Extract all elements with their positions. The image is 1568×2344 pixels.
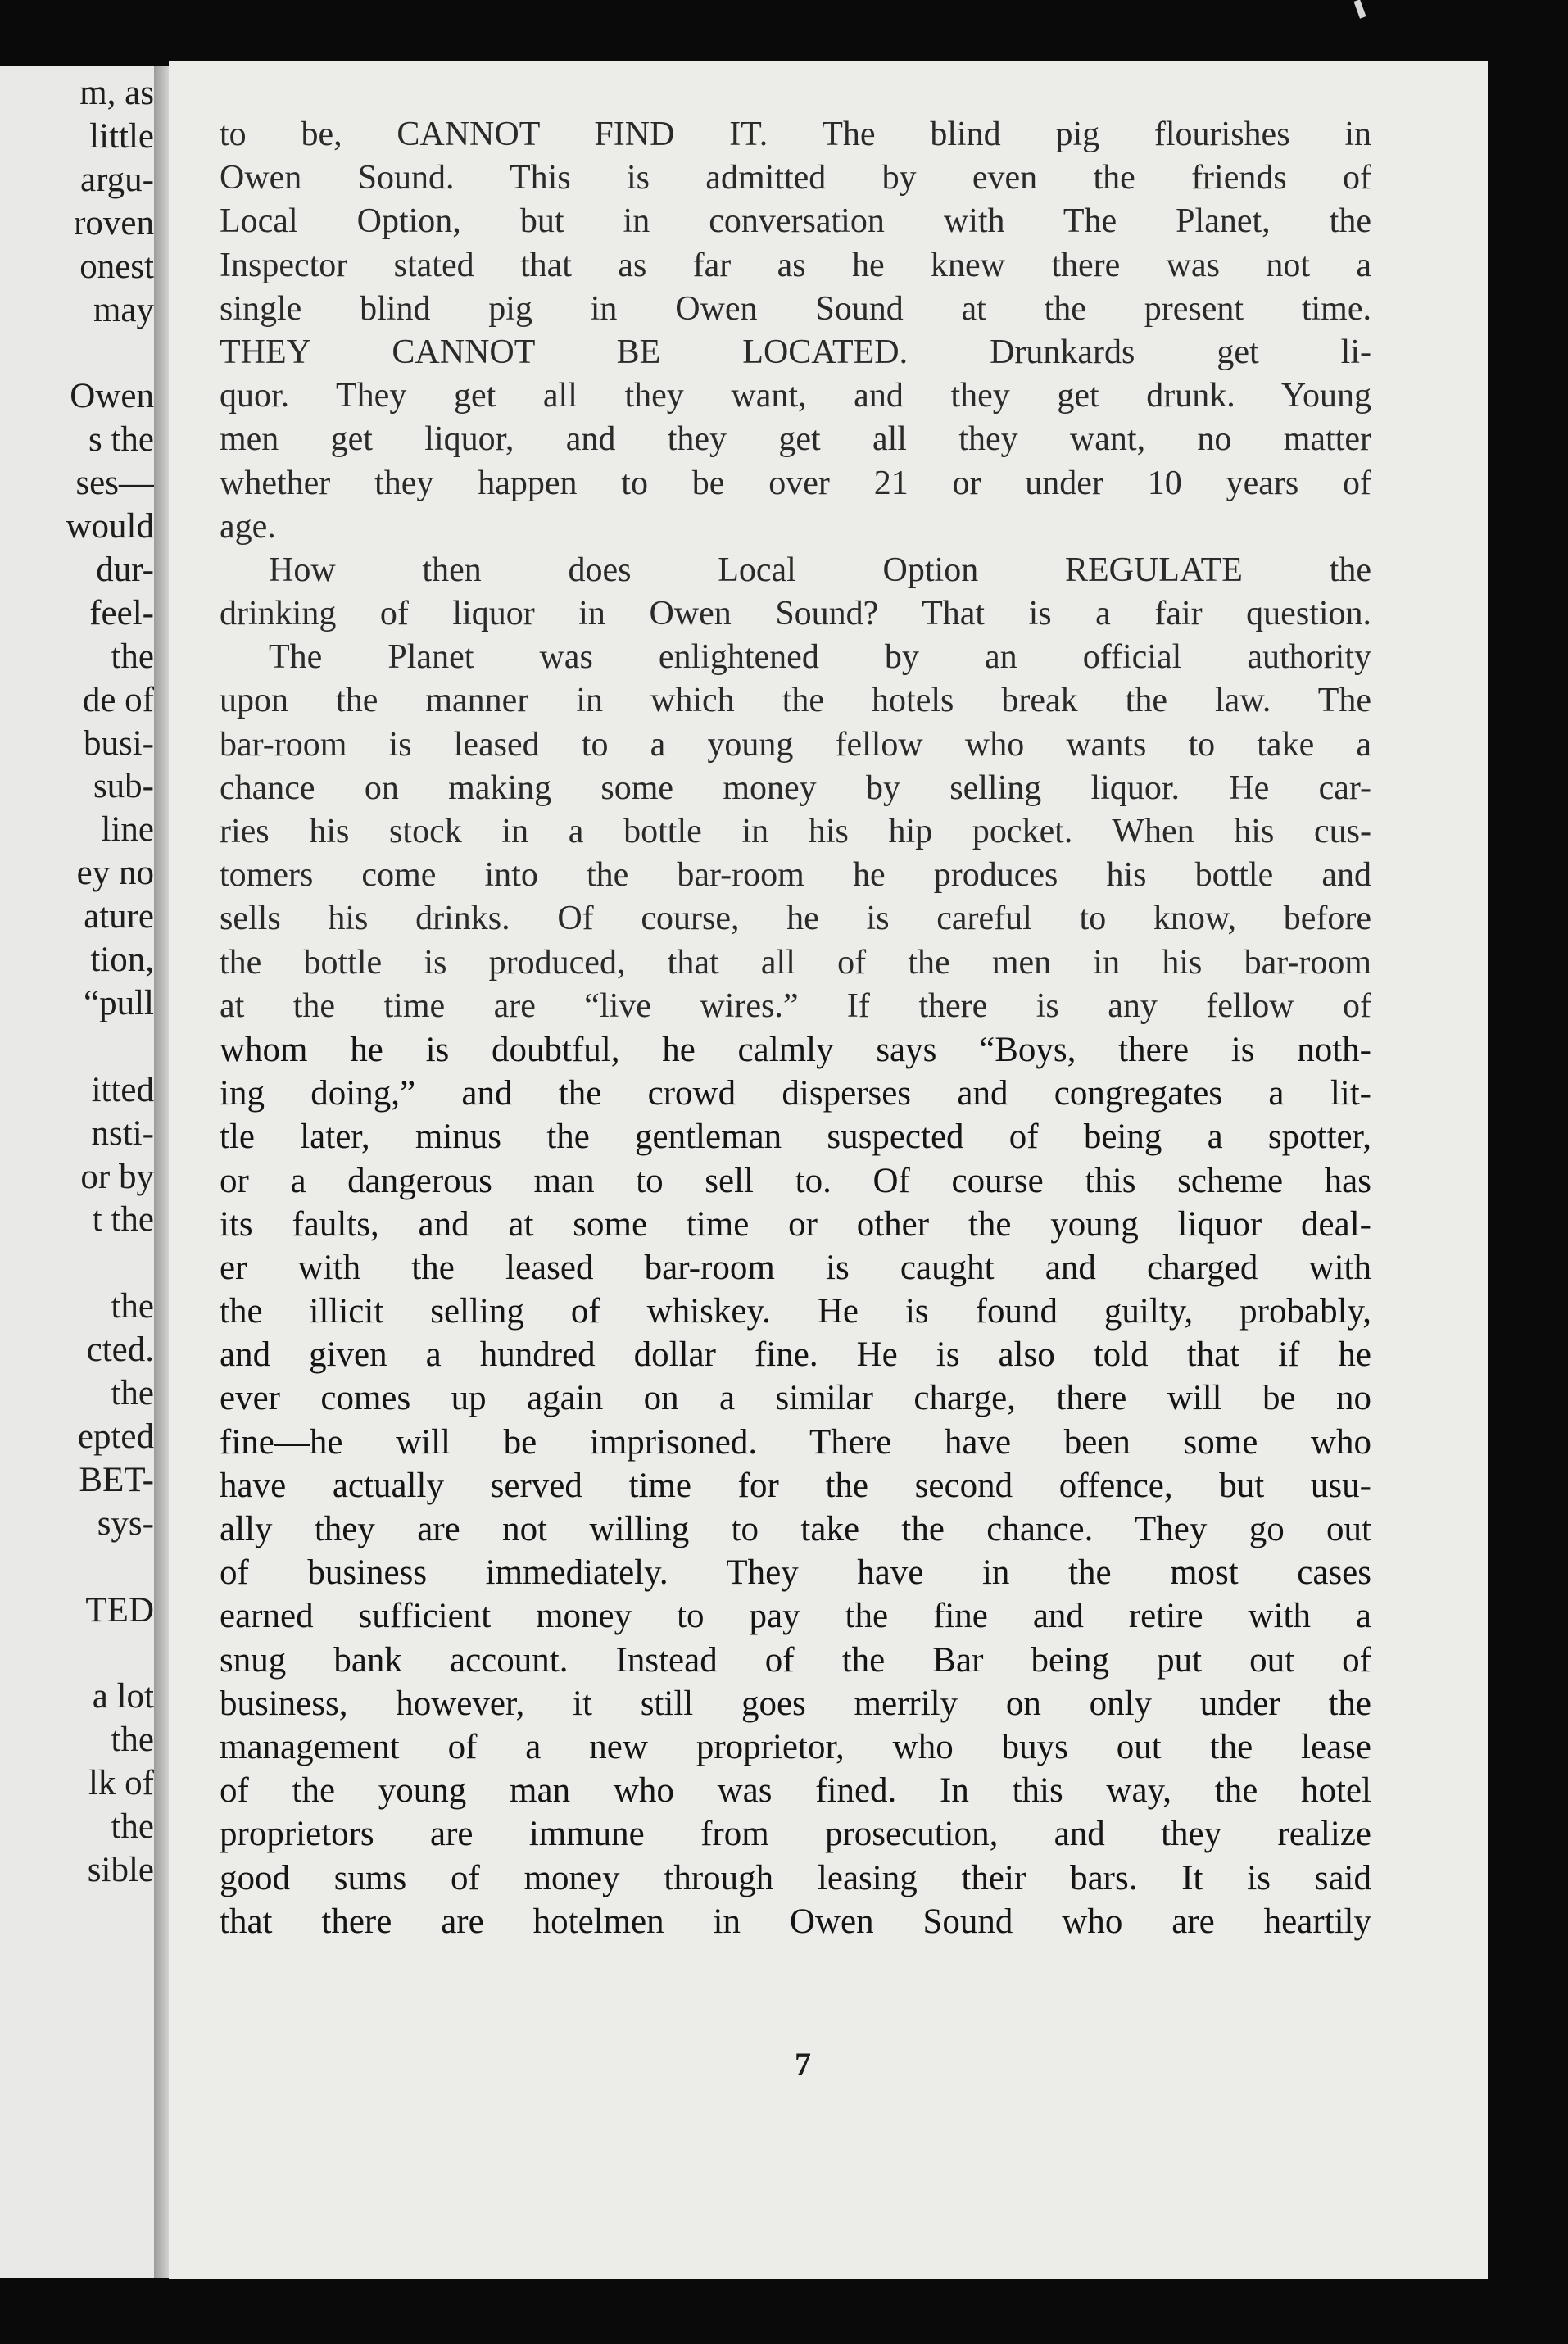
left-page-line: sys- (97, 1503, 154, 1543)
left-page-line: nsti- (91, 1113, 154, 1153)
body-text-line: and given a hundred dollar fine. He is also told that if he (220, 1335, 1371, 1375)
body-text-line: business, however, it still goes merrily on only under the (220, 1684, 1371, 1723)
left-page-line: dur- (96, 550, 154, 589)
body-text-line: Inspector stated that as far as he knew there was not a (220, 246, 1371, 284)
body-text-line: to be, CANNOT FIND IT. The blind pig flourishes in (220, 116, 1371, 153)
body-text-line: ever comes up again on a similar charge, there will be no (220, 1379, 1371, 1418)
body-text-line: of the young man who was fined. In this way, the hotel (220, 1771, 1371, 1811)
left-page-line: Owen (70, 377, 154, 416)
body-text-line: its faults, and at some time or other the young liquor deal- (220, 1204, 1371, 1244)
body-text-line: the illicit selling of whiskey. He is found guilty, probably, (220, 1292, 1371, 1331)
left-page-line: roven (74, 203, 154, 243)
left-page-line: argu- (80, 160, 154, 199)
body-text-line: ally they are not willing to take the chance. They go out (220, 1510, 1371, 1548)
left-page-line: lk of (88, 1764, 154, 1803)
body-text-line: fine—he will be imprisoned. There have been some who (220, 1422, 1371, 1462)
left-page-line: the (111, 1374, 154, 1412)
body-text-line: whom he is doubtful, he calmly says “Boys, there is noth- (220, 1030, 1371, 1069)
body-text-line: The Planet was enlightened by an official authority (269, 638, 1371, 677)
page-number: 7 (795, 2046, 811, 2083)
left-page-line: ature (84, 897, 154, 936)
body-text-line: upon the manner in which the hotels break the law. The (220, 682, 1371, 720)
body-text-line: at the time are “live wires.” If there is any fellow of (220, 986, 1371, 1025)
body-text-line: the bottle is produced, that all of the men in his bar-room (220, 943, 1371, 982)
body-text-line: good sums of money through leasing their bars. It is said (220, 1858, 1371, 1897)
left-page-line: sible (87, 1850, 154, 1889)
left-page-line: little (89, 116, 154, 156)
body-text-line: ries his stock in a bottle in his hip pocket. When his cus- (220, 813, 1371, 850)
left-page-line: a lot (92, 1677, 154, 1716)
body-text-line: have actually served time for the second offence, but usu- (220, 1466, 1371, 1505)
body-text-line: whether they happen to be over 21 or under 10 years of (220, 464, 1371, 502)
left-page-line: epted (77, 1417, 154, 1456)
left-page-line: may (93, 290, 154, 329)
left-page-fragment (0, 66, 154, 2278)
left-page-line: busi- (84, 723, 154, 763)
body-text-line: How then does Local Option REGULATE the (269, 551, 1371, 589)
left-page-line: line (101, 810, 154, 850)
left-page-line: sub- (93, 767, 154, 806)
left-page-line: would (66, 507, 154, 546)
left-page-line: the (111, 1807, 154, 1846)
body-text-line: tomers come into the bar-room he produces his bottle and (220, 856, 1371, 895)
body-text (220, 113, 1371, 1943)
body-text-line: Owen Sound. This is admitted by even the friends of (220, 159, 1371, 197)
body-text-line: THEY CANNOT BE LOCATED. Drunkards get li- (220, 333, 1371, 371)
body-text-line: snug bank account. Instead of the Bar being put out of (220, 1640, 1371, 1680)
left-page-line: TED (85, 1590, 154, 1630)
body-text-line: sells his drinks. Of course, he is careful to know, before (220, 900, 1371, 938)
left-page-line: the (111, 1721, 154, 1760)
left-page-line: s the (88, 420, 154, 460)
left-page-line: tion, (90, 941, 154, 979)
left-page-line: the (111, 1287, 154, 1326)
body-text-line: or a dangerous man to sell to. Of course this scheme has (220, 1161, 1371, 1200)
body-text-line: bar-room is leased to a young fellow who wants to take a (220, 725, 1371, 764)
body-text-line: drinking of liquor in Owen Sound? That is a fair question. (220, 595, 1371, 633)
body-text-line: that there are hotelmen in Owen Sound who are heartily (220, 1902, 1371, 1941)
left-page-line: de of (82, 680, 154, 719)
left-page-line: cted. (86, 1331, 154, 1370)
body-text-line: chance on making some money by selling liquor. He car- (220, 768, 1371, 807)
body-text-line: quor. They get all they want, and they get drunk. Young (220, 377, 1371, 415)
main-page (169, 61, 1488, 2279)
page-gutter (154, 66, 170, 2278)
left-page-line: ses— (75, 464, 154, 503)
body-text-line: age. (220, 507, 276, 546)
left-page-line: feel- (89, 593, 154, 632)
left-page-line: itted (91, 1070, 154, 1109)
body-text-line: of business immediately. They have in the most cases (220, 1553, 1371, 1593)
left-page-line: m, as (79, 74, 154, 112)
body-text-line: management of a new proprietor, who buys out the lease (220, 1727, 1371, 1766)
body-text-line: Local Option, but in conversation with The Planet, the (220, 202, 1371, 241)
body-text-line: single blind pig in Owen Sound at the present time. (220, 289, 1371, 328)
left-page-line: the (111, 637, 154, 676)
body-text-line: tle later, minus the gentleman suspected of being a spotter, (220, 1118, 1371, 1157)
left-page-line: “pull (84, 983, 154, 1022)
body-text-line: ing doing,” and the crowd disperses and congregates a lit- (220, 1074, 1371, 1113)
left-page-line: or by (80, 1157, 154, 1196)
left-page-line: t the (92, 1200, 154, 1240)
body-text-line: earned sufficient money to pay the fine and retire with a (220, 1597, 1371, 1636)
body-text-line: men get liquor, and they get all they want, no matter (220, 420, 1371, 459)
left-page-line: ey no (76, 854, 154, 893)
body-text-line: proprietors are immune from prosecution, and they realize (220, 1815, 1371, 1854)
left-page-line: BET- (79, 1460, 154, 1499)
left-page-line: onest (79, 247, 154, 286)
body-text-line: er with the leased bar-room is caught and charged with (220, 1248, 1371, 1287)
